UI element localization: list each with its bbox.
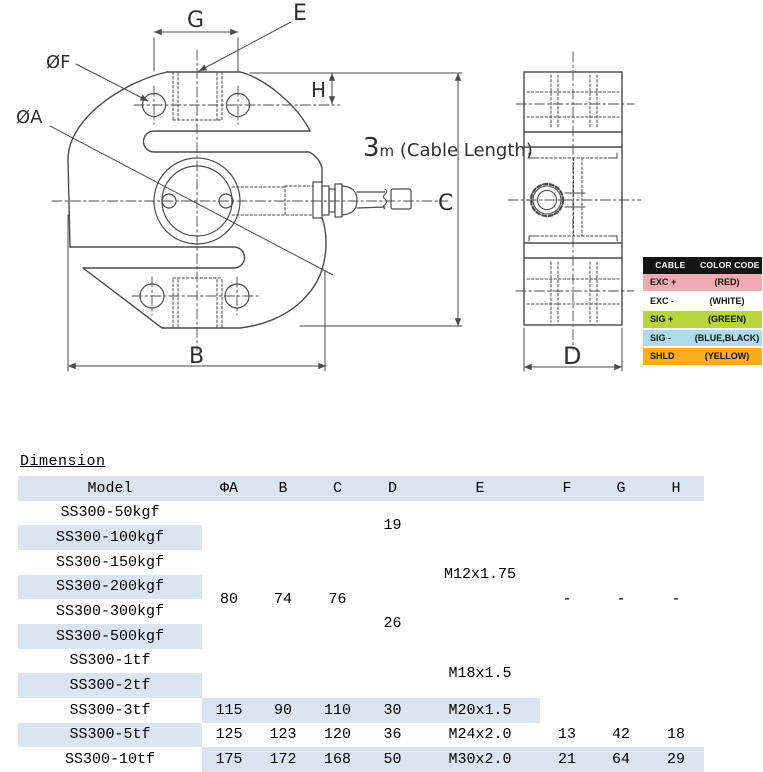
value-cell [648, 698, 704, 723]
value-cell-g-merged: - [616, 590, 626, 608]
lower-right-edge [83, 218, 326, 328]
model-cell: SS300-50kgf [60, 504, 160, 522]
dim-label-h: H [311, 78, 327, 102]
cable-row-exc-plus [643, 274, 762, 293]
cable-end [391, 189, 411, 209]
value-cell: 123 [269, 726, 297, 744]
color-code-col-header: COLOR CODE [700, 260, 760, 270]
dimension-lines [50, 22, 462, 371]
col-header-h: H [648, 476, 704, 501]
model-cell: SS300-500kgf [18, 624, 202, 649]
col-header-model: Model [18, 476, 202, 501]
table-row [18, 501, 704, 526]
col-header-b: B [256, 476, 310, 501]
threaded-tabs-hidden [173, 72, 313, 327]
value-cell: 64 [594, 747, 648, 772]
cable-name: SIG + [650, 314, 674, 324]
dim-label-e: E [293, 1, 307, 26]
diameter-a-line [50, 126, 333, 275]
cable-row-sig-minus [643, 330, 762, 349]
value-cell: 29 [648, 747, 704, 772]
front-view-labels [16, 1, 533, 369]
value-cell-h-merged: - [671, 590, 681, 608]
cable-color: (RED) [714, 277, 740, 287]
table-header-row [18, 476, 704, 501]
cable-color-code-table [643, 257, 762, 367]
cable-row-sig-plus [643, 311, 762, 330]
cable-row-exc-minus [643, 293, 762, 312]
value-cell-c-merged: 76 [328, 590, 347, 608]
front-view [16, 1, 533, 371]
rod-connector [313, 182, 411, 218]
model-cell: SS300-3tf [69, 701, 151, 719]
col-header-f: F [540, 476, 594, 501]
value-cell: 125 [215, 726, 243, 744]
model-cell: SS300-2tf [18, 673, 202, 698]
cable-lines [357, 192, 385, 208]
cable-col-header: CABLE [655, 260, 686, 270]
model-cell: SS300-300kgf [55, 603, 165, 621]
model-cell: SS300-200kgf [18, 575, 202, 600]
value-cell: 30 [365, 698, 420, 723]
dimension-heading: Dimension [20, 453, 106, 470]
side-view-center-lines [508, 52, 641, 350]
connector-dome [342, 186, 357, 215]
cable-name: SHLD [650, 351, 675, 361]
model-cell: SS300-1tf [69, 652, 151, 670]
value-cell: 172 [256, 747, 310, 772]
value-cell: 110 [310, 698, 365, 723]
value-cell: 115 [202, 698, 256, 723]
col-header-phi-a: ΦA [202, 476, 256, 501]
cable-table-header [643, 257, 762, 274]
value-cell: 90 [256, 698, 310, 723]
dim-label-dia-a: ØA [16, 107, 43, 128]
value-cell: 168 [310, 747, 365, 772]
dim-label-d: D [563, 342, 582, 370]
value-cell: 42 [611, 726, 630, 744]
value-cell-b-merged: 74 [273, 590, 292, 608]
col-header-e: E [420, 476, 540, 501]
col-header-g: G [594, 476, 648, 501]
lower-s-slot [70, 247, 245, 268]
cable-color: (WHITE) [709, 295, 745, 306]
model-cell: SS300-5tf [18, 723, 202, 748]
value-cell: M30x2.0 [420, 747, 540, 772]
dim-label-dia-f: ØF [46, 52, 71, 73]
value-cell: M24x2.0 [448, 726, 512, 744]
table-row [18, 723, 704, 748]
col-header-d: D [365, 476, 420, 501]
value-cell: 21 [540, 747, 594, 772]
center-lines [52, 50, 448, 350]
cable-name: EXC + [650, 277, 677, 287]
value-cell-f-merged: - [562, 590, 572, 608]
value-cell: 36 [383, 726, 402, 744]
value-cell: M20x1.5 [420, 698, 540, 723]
cable-color: (BLUE,BLACK) [694, 332, 760, 343]
value-cell: 13 [557, 726, 576, 744]
upper-s-slot [144, 131, 323, 182]
model-cell: SS300-10tf [64, 751, 155, 769]
value-cell: 120 [323, 726, 351, 744]
value-cell: 50 [365, 747, 420, 772]
dim-label-b: B [189, 344, 205, 369]
dim-label-g: G [187, 8, 205, 33]
dim-label-c: C [438, 191, 454, 216]
cable-length-note: 3m (Cable Length) [363, 133, 533, 163]
value-cell: 175 [202, 747, 256, 772]
value-cell-phi-a-merged: 80 [219, 590, 238, 608]
value-cell-e-merged: M12x1.75 [443, 566, 516, 584]
model-cell: SS300-150kgf [55, 553, 165, 571]
value-cell-d-merged: 26 [383, 615, 402, 633]
table-row [18, 698, 704, 723]
side-view [508, 52, 641, 371]
col-header-c: C [310, 476, 365, 501]
value-cell [540, 698, 594, 723]
cable-color: (YELLOW) [704, 351, 750, 361]
cable-color: (GREEN) [708, 314, 746, 324]
left-edge [68, 72, 167, 247]
cable-row-shld [643, 348, 762, 367]
model-cell: SS300-100kgf [18, 525, 202, 550]
value-cell [594, 698, 648, 723]
value-cell-d-merged: 19 [383, 516, 402, 534]
value-cell: 18 [666, 726, 685, 744]
table-row [18, 747, 704, 772]
value-cell-e-merged: M18x1.5 [448, 664, 512, 682]
dimension-table [18, 476, 704, 772]
cable-name: EXC - [650, 295, 675, 306]
cable-name: SIG - [650, 332, 672, 343]
